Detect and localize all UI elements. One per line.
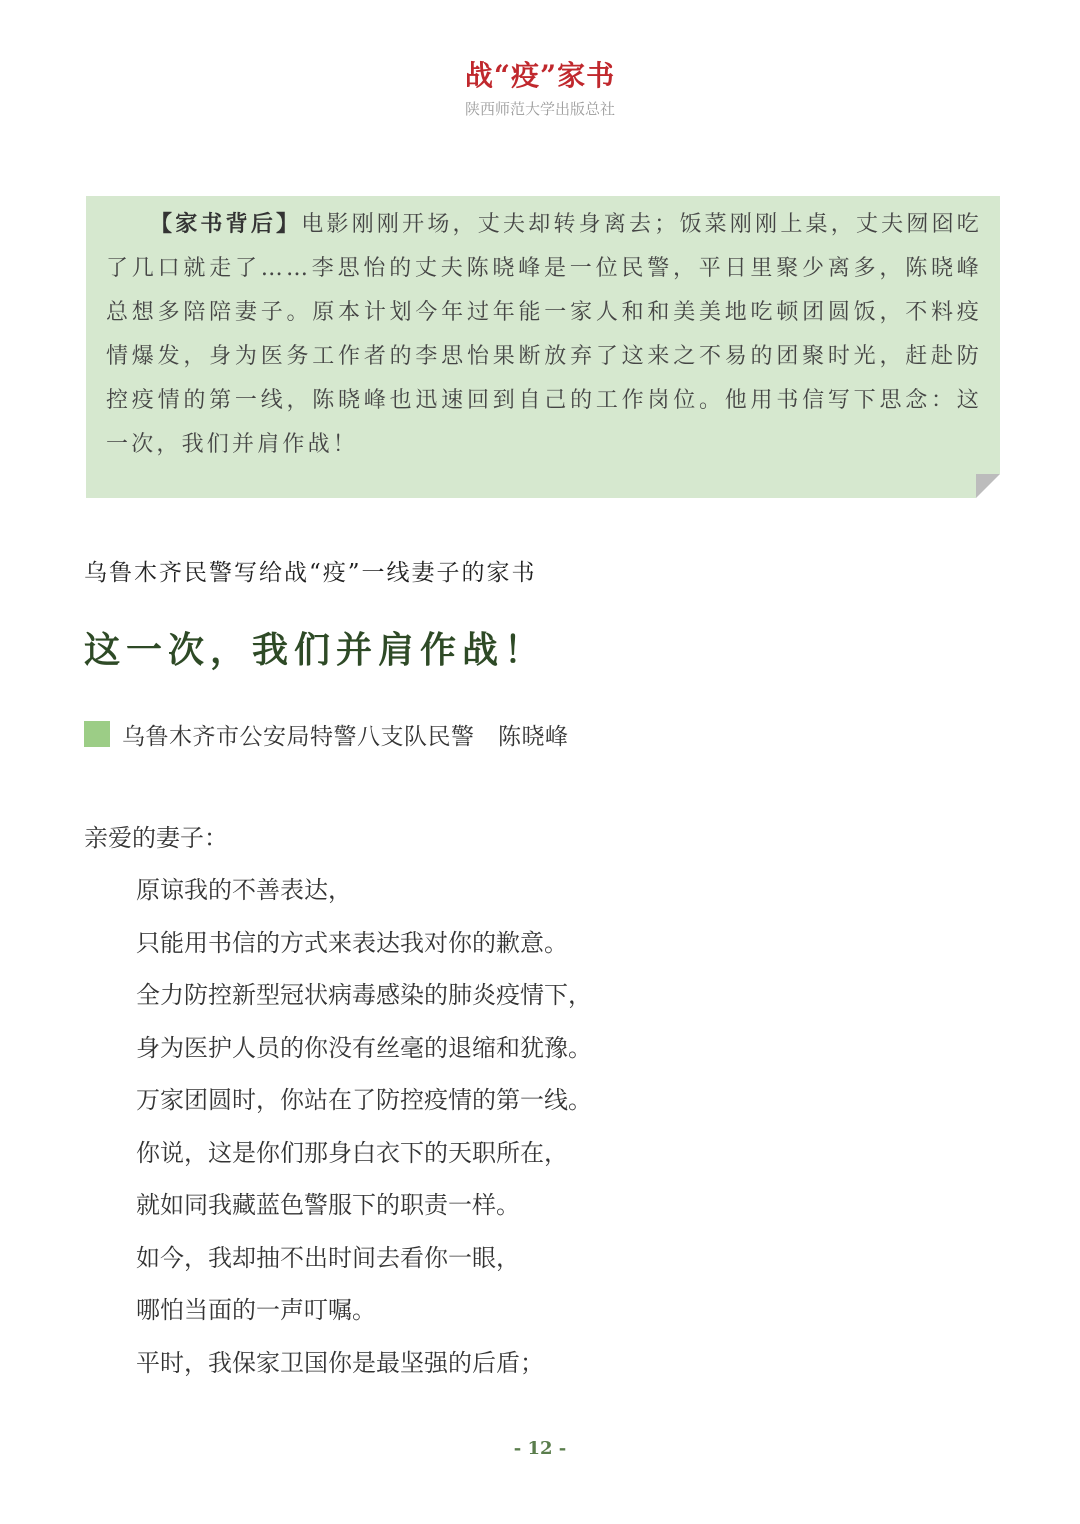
letter-line: 万家团圆时，你站在了防控疫情的第一线。 bbox=[136, 1086, 592, 1114]
background-note-label: 【家书背后】 bbox=[150, 211, 302, 237]
background-note-box bbox=[86, 196, 1000, 498]
page-curl-corner bbox=[976, 474, 1000, 498]
letter-line: 如今，我却抽不出时间去看你一眼， bbox=[136, 1243, 520, 1272]
page-header bbox=[0, 56, 1080, 120]
letter-line: 原谅我的不善表达， bbox=[136, 876, 352, 904]
letter-body bbox=[84, 812, 984, 1389]
green-square-icon bbox=[84, 721, 110, 747]
letter-line: 身为医护人员的你没有丝毫的退缩和犹豫。 bbox=[136, 1033, 592, 1062]
letter-line: 全力防控新型冠状病毒感染的肺炎疫情下， bbox=[136, 981, 592, 1009]
publisher-name: 陕西师范大学出版总社 bbox=[464, 100, 615, 118]
letter-line: 平时，我保家卫国你是最坚强的后盾； bbox=[136, 1348, 544, 1377]
letter-line: 你说，这是你们那身白衣下的天职所在， bbox=[136, 1138, 568, 1167]
background-note-text: 电影刚刚开场，丈夫却转身离去；饭菜刚刚上桌，丈夫囫囵吃了几口就走了……李思怡的丈夫陈晓峰是一位民警，平日里聚少离多，陈晓峰总想多陪陪妻子。原本计划今年过年能一家人和和美美地吃顿团圆饭，不料疫情爆发，身为医务工作者的李思怡果断放弃了这来之不易的团聚时光，赶赴防控疫情的第一线，陈晓峰也迅速回到自己的工作岗位。他用书信写下思念：这一次，我们并肩作战！ bbox=[106, 212, 983, 457]
letter-line: 哪怕当面的一声叮嘱。 bbox=[136, 1296, 376, 1324]
book-title: 战“疫”家书 bbox=[464, 59, 616, 92]
page-number: - 12 - bbox=[513, 1438, 567, 1459]
background-note-paragraph bbox=[106, 202, 982, 467]
author-name: 乌鲁木齐市公安局特警八支队民警 陈晓峰 bbox=[122, 723, 569, 750]
article-subtitle: 乌鲁木齐民警写给战“疫”一线妻子的家书 bbox=[84, 560, 537, 586]
letter-greeting: 亲爱的妻子： bbox=[84, 824, 228, 852]
article-title: 这一次，我们并肩作战！ bbox=[84, 629, 547, 671]
letter-line: 只能用书信的方式来表达我对你的歉意。 bbox=[136, 928, 568, 957]
letter-line: 就如同我藏蓝色警服下的职责一样。 bbox=[136, 1191, 520, 1219]
author-byline bbox=[84, 714, 569, 754]
